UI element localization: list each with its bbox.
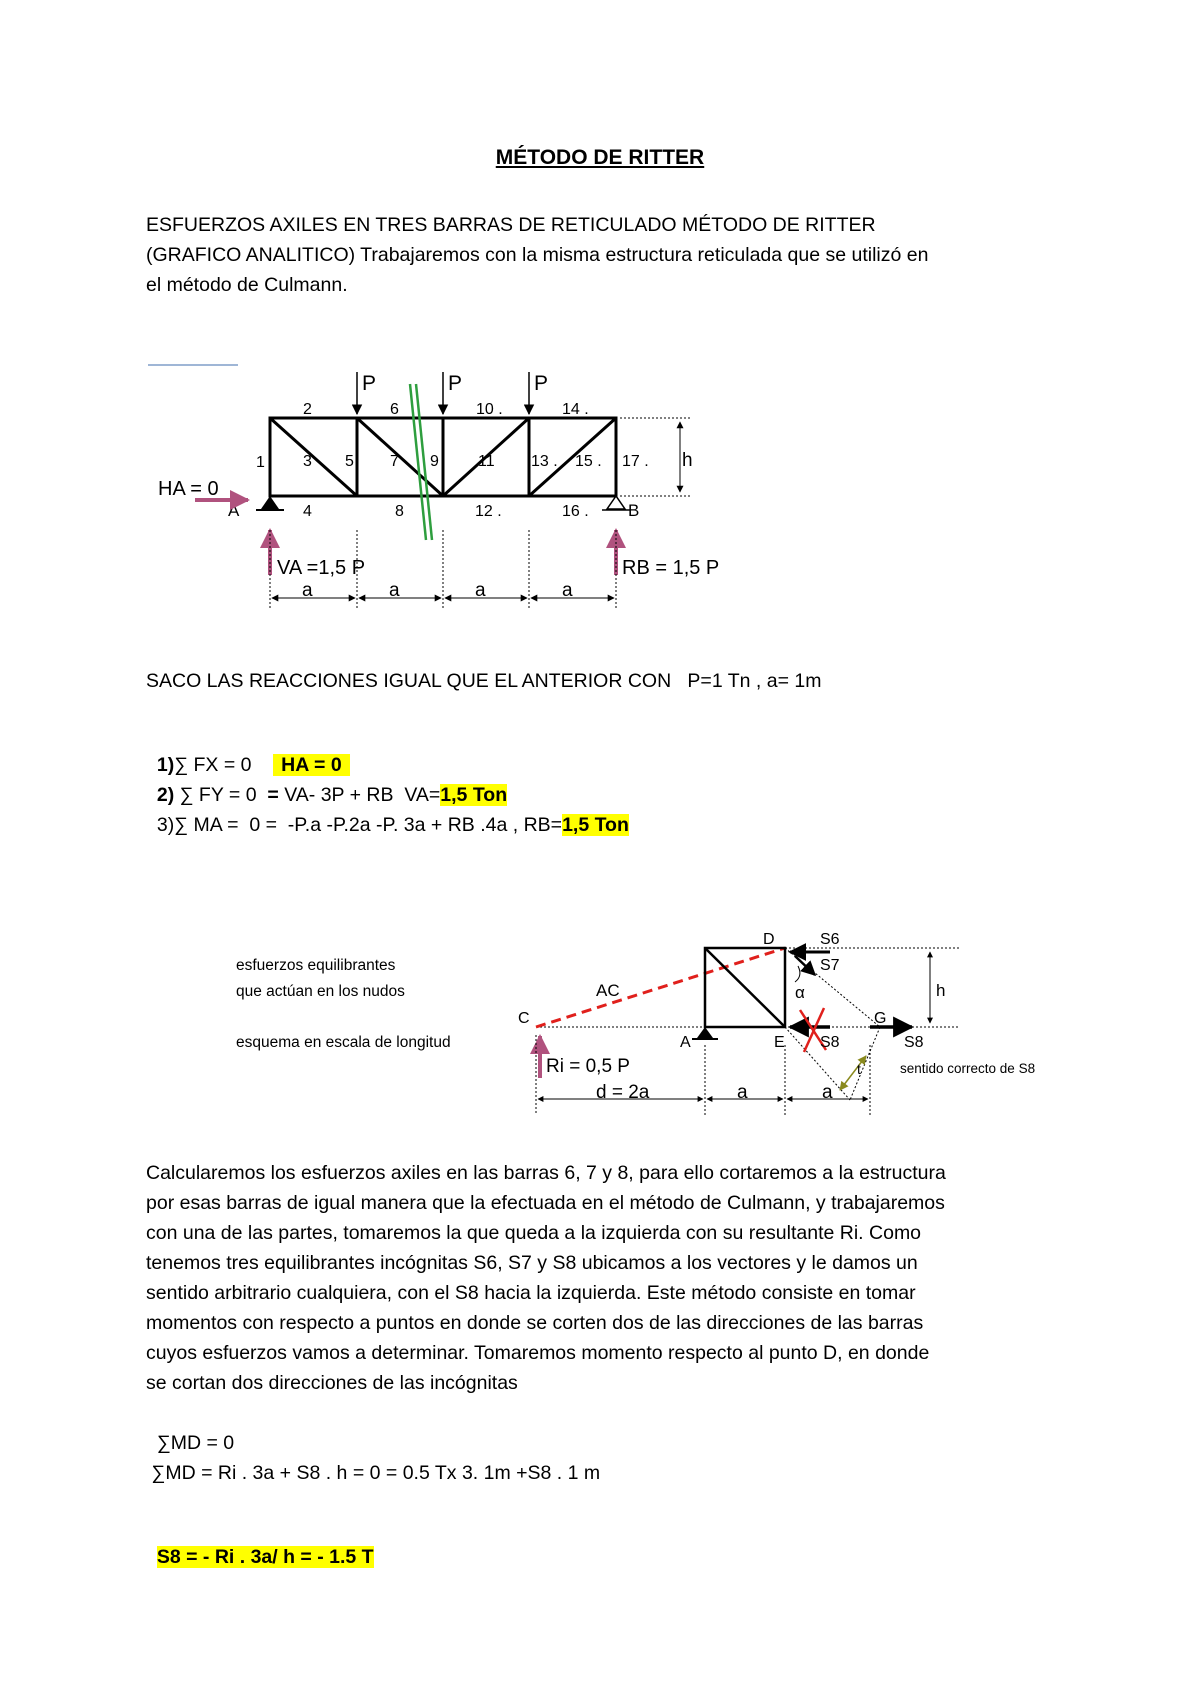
scheme-caption: esquema en escala de longitud xyxy=(236,1034,451,1051)
s7-label: S7 xyxy=(820,957,840,974)
a-dimension-label: a xyxy=(822,1082,833,1103)
load-label: P xyxy=(362,372,377,395)
body-line: se cortan dos direcciones de las incógnitas xyxy=(146,1372,518,1394)
equation-3 xyxy=(146,791,629,837)
alpha-label: α xyxy=(795,983,805,1002)
scheme-caption: esfuerzos equilibrantes xyxy=(236,957,396,974)
bar-number: 11 xyxy=(478,453,495,470)
node-b-label: B xyxy=(628,501,640,520)
t-distance xyxy=(840,1056,866,1090)
va-label: VA =1,5 P xyxy=(277,557,366,579)
equation-number: 2) xyxy=(156,784,175,806)
height-label: h xyxy=(682,450,693,471)
moment-equation-2: ∑MD = Ri . 3a + S8 . h = 0 = 0.5 Tx 3. 1m +S8 . 1 m xyxy=(146,1462,601,1484)
equation-text: 3)∑ MA = 0 = -P.a -P.2a -P. 3a + RB .4a , RB= xyxy=(156,814,563,836)
support-a-icon xyxy=(256,496,284,510)
bar-number: 9 xyxy=(430,453,439,470)
rb-label: RB = 1,5 P xyxy=(622,557,720,579)
bar-number: 2 xyxy=(303,401,312,418)
bar-number: 17 . xyxy=(622,453,649,470)
ri-label: Ri = 0,5 P xyxy=(546,1056,630,1077)
bar-number: 16 . xyxy=(562,503,589,520)
intro-paragraph xyxy=(146,210,1086,300)
t-label: t xyxy=(857,1061,861,1077)
body-line: tenemos tres equilibrantes incógnitas S6, S7 y S8 ubicamos a los vectores y le damos un xyxy=(146,1252,918,1274)
support-b-icon xyxy=(602,496,630,510)
support-a-icon xyxy=(697,1027,713,1038)
page-title: MÉTODO DE RITTER xyxy=(495,146,705,169)
intro-line: el método de Culmann. xyxy=(146,274,348,296)
scheme-frame xyxy=(705,948,785,1027)
body-line: sentido arbitrario cualquiera, con el S8 hacia la izquierda. Este método consiste en tomar xyxy=(146,1282,916,1304)
g-label: G xyxy=(874,1010,887,1027)
body-line: momentos con respecto a puntos en donde se corten dos de las direcciones de las barras xyxy=(146,1312,924,1334)
equation-equals: = xyxy=(267,784,279,806)
s8-left-label: S8 xyxy=(820,1034,840,1051)
ac-label: AC xyxy=(596,981,620,1000)
bar-number: 8 xyxy=(395,503,404,520)
intro-line: (GRAFICO ANALITICO) Trabajaremos con la misma estructura reticulada que se utilizó en xyxy=(146,244,929,266)
equation-result: 1,5 Ton xyxy=(440,784,508,806)
equation-text: ∑ FY = 0 xyxy=(174,784,268,806)
scheme-figure xyxy=(220,920,1080,1120)
ha-label: HA = 0 xyxy=(158,478,219,500)
s7-arrow-icon xyxy=(795,956,815,975)
body-line: Calcularemos los esfuerzos axiles en las barras 6, 7 y 8, para ello cortaremos a la estructura xyxy=(146,1162,946,1184)
body-line: por esas barras de igual manera que la efectuada en el método de Culmann, y trabajaremos xyxy=(146,1192,945,1214)
equation-number: 1) xyxy=(156,754,175,776)
bar-number: 6 xyxy=(390,401,399,418)
s8-note: sentido correcto de S8 xyxy=(900,1061,1036,1076)
body-paragraph xyxy=(146,1158,1106,1398)
bar-number: 5 xyxy=(345,453,354,470)
span-label: a xyxy=(302,580,313,601)
reactions-intro: SACO LAS REACCIONES IGUAL QUE EL ANTERIOR CON P=1 Tn , a= 1m xyxy=(146,670,822,692)
s8-right-label: S8 xyxy=(904,1034,924,1051)
bar-number: 1 xyxy=(256,454,265,471)
cut-line xyxy=(410,384,432,540)
node-a-label: A xyxy=(228,501,240,520)
ac-line xyxy=(536,948,785,1027)
span-label: a xyxy=(562,580,573,601)
load-arrows xyxy=(357,372,529,414)
bar-number: 15 . xyxy=(575,453,602,470)
bar-number: 12 . xyxy=(475,503,502,520)
c-label: C xyxy=(518,1010,530,1027)
alpha-arc xyxy=(795,966,800,982)
load-label: P xyxy=(534,372,549,395)
a-label: A xyxy=(680,1034,691,1051)
truss-figure xyxy=(140,355,740,615)
final-result-text: S8 = - Ri . 3a/ h = - 1.5 T xyxy=(156,1546,374,1568)
body-line: cuyos esfuerzos vamos a determinar. Tomaremos momento respecto al punto D, en donde xyxy=(146,1342,930,1364)
final-result xyxy=(146,1523,374,1569)
moment-equation-1: ∑MD = 0 xyxy=(146,1432,235,1454)
bar-number: 14 . xyxy=(562,401,589,418)
bar-number: 10 . xyxy=(476,401,503,418)
h-label: h xyxy=(936,981,946,1000)
intro-line: ESFUERZOS AXILES EN TRES BARRAS DE RETICULADO MÉTODO DE RITTER xyxy=(146,214,876,236)
d-label: D xyxy=(763,931,775,948)
bar-number: 13 . xyxy=(531,453,558,470)
a-dimension-label: a xyxy=(737,1082,748,1103)
bar-number: 7 xyxy=(390,453,399,470)
body-line: con una de las partes, tomaremos la que queda a la izquierda con su resultante Ri. Como xyxy=(146,1222,922,1244)
equation-result: 1,5 Ton xyxy=(562,814,629,836)
truss-frame xyxy=(270,418,616,496)
s6-label: S6 xyxy=(820,931,840,948)
d-dimension-label: d = 2a xyxy=(596,1082,650,1103)
bar-number: 3 xyxy=(303,453,312,470)
e-label: E xyxy=(774,1034,785,1051)
equation-result: HA = 0 xyxy=(273,754,350,776)
load-label: P xyxy=(448,372,463,395)
equation-text: VA- 3P + RB VA= xyxy=(278,784,441,806)
aux-line xyxy=(850,1027,880,1100)
span-label: a xyxy=(475,580,486,601)
equation-text: ∑ FX = 0 xyxy=(174,754,274,776)
scheme-caption: que actúan en los nudos xyxy=(236,983,405,1000)
span-label: a xyxy=(389,580,400,601)
bar-number: 4 xyxy=(303,503,312,520)
